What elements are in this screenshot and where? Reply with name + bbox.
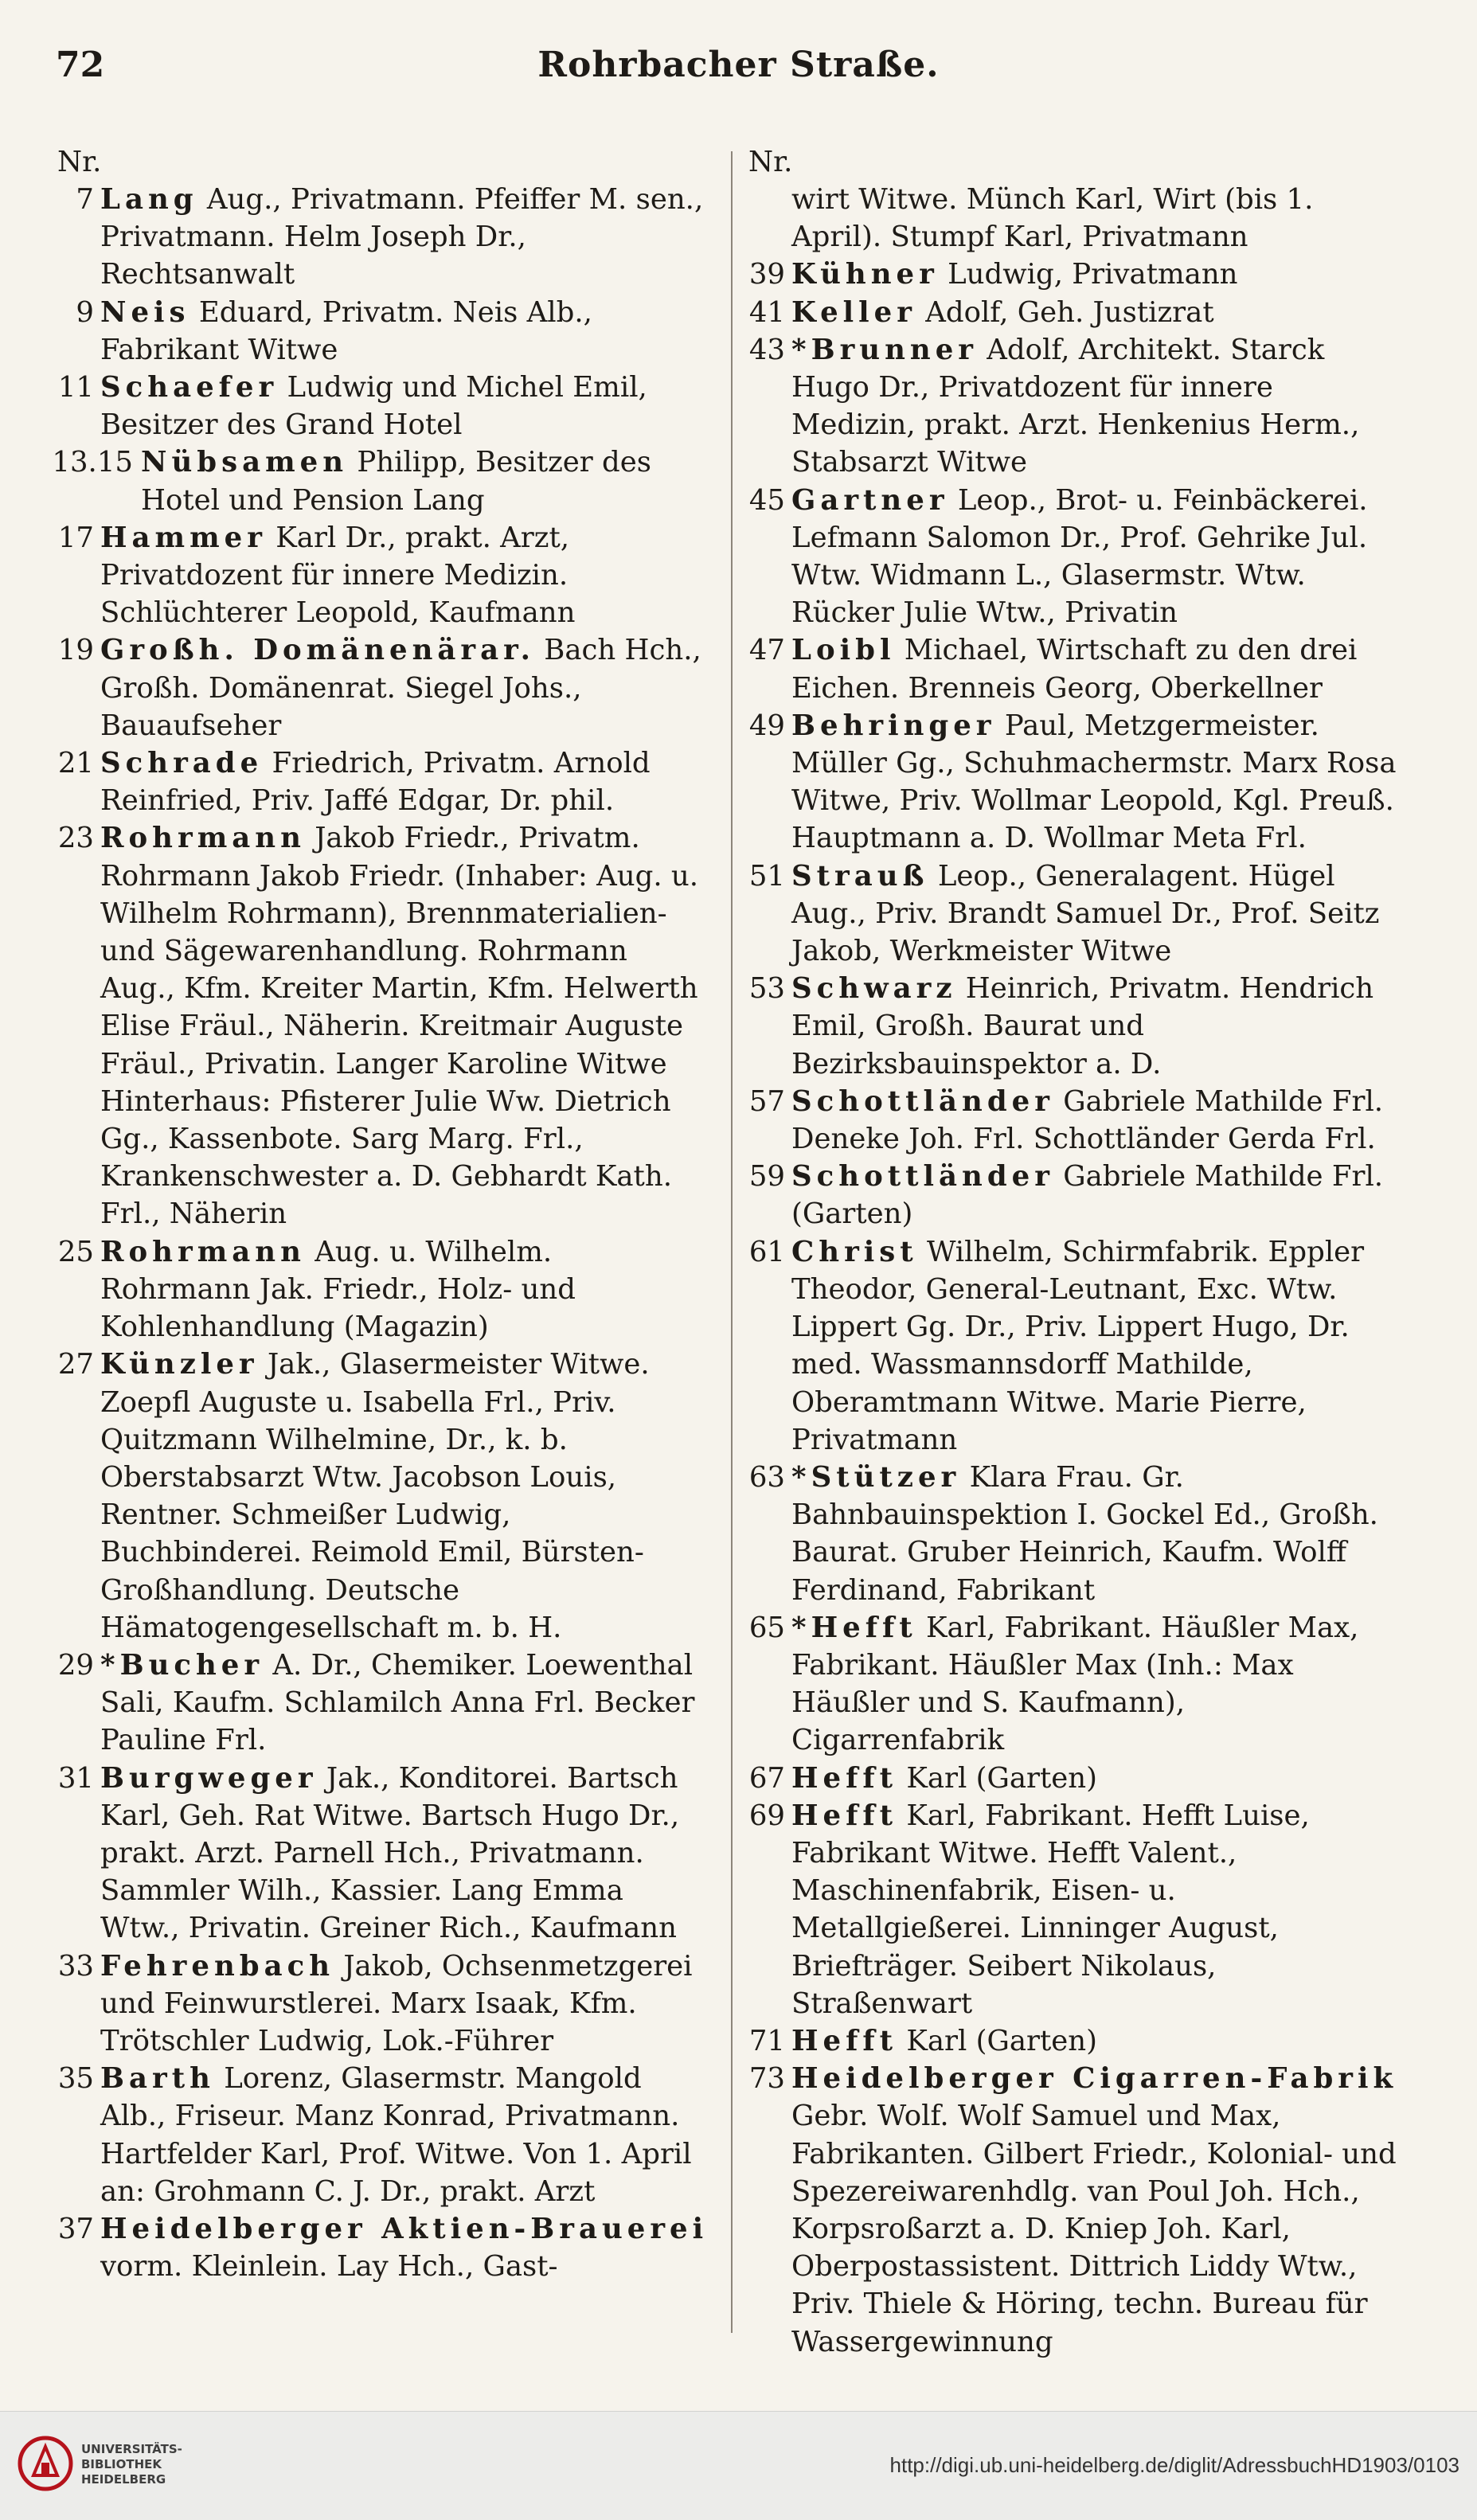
entry-text: Ludwig und Michel Emil, Besitzer des Grand Hotel: [100, 371, 647, 442]
address-entry: [49, 1760, 710, 1948]
owner-name: Kühner: [791, 258, 939, 291]
house-number: 65: [748, 1611, 785, 1644]
entry-text: Leop., Brot- u. Feinbäckerei. Lefmann Salomon Dr., Prof. Gehrike Jul. Wtw. Widmann L., Glasermstr. Wtw. Rücker Julie Wtw., Privatin: [791, 483, 1368, 630]
entry-text: Karl, Fabrikant. Häußler Max, Fabrikant. Häußler Max (Inh.: Max Häußler und S. Kaufmann), Cigarrenfabrik: [791, 1611, 1359, 1757]
entry-text: Gabriele Mathilde Frl. Deneke Joh. Frl. Schottländer Gerda Frl.: [791, 1084, 1384, 1156]
house-number: 27: [57, 1348, 94, 1381]
address-entry: [49, 1948, 710, 2061]
entry-text: Jakob Friedr., Privatm. Rohrmann Jakob Friedr. (Inhaber: Aug. u. Wilhelm Rohrmann), Brennmaterialien- und Sägewarenhandlung. Rohrmann Aug., Kfm. Kreiter Martin, Kfm. Helwerth Elise Fräul., Näherin. Kreitmair Auguste Fräul., Privatin. Langer Karoline Witwe: [100, 822, 699, 1080]
street-title: Rohrbacher Straße.: [537, 45, 940, 85]
source-url-link[interactable]: http://digi.ub.uni-heidelberg.de/diglit/AdressbuchHD1903/0103: [889, 2453, 1459, 2477]
left-column: [49, 143, 710, 2285]
entry-text: Wilhelm, Schirmfabrik. Eppler Theodor, General-Leutnant, Exc. Wtw. Lippert Gg. Dr., Priv. Lippert Hugo, Dr. med. Wassmannsdorff Mathilde, Oberamtmann Witwe. Marie Pierre, Privatmann: [791, 1235, 1365, 1456]
address-entry: [49, 1647, 710, 1760]
owner-name: Lang: [100, 183, 198, 216]
address-entry: [740, 256, 1401, 293]
house-number: 31: [57, 1761, 94, 1795]
house-number: 35: [57, 2062, 94, 2096]
entry-text: Karl (Garten): [906, 1761, 1097, 1795]
owner-name: Rohrmann: [100, 1235, 306, 1268]
column-divider: [731, 151, 733, 2333]
entry-text: Jak., Glasermeister Witwe. Zoepfl Auguste u. Isabella Frl., Priv. Quitzmann Wilhelmine, Dr., k. b. Oberstabsarzt Wtw. Jacobson Louis, Rentner. Schmeißer Ludwig, Buchbinderei. Reimold Emil, Bürsten-Großhandlung. Deutsche Hämatogengesellschaft m. b. H.: [100, 1348, 650, 1644]
address-entry: [49, 2060, 710, 2210]
owner-name: Hefft: [791, 1799, 898, 1832]
continued-entry: wirt Witwe. Münch Karl, Wirt (bis 1. April). Stumpf Karl, Privatmann: [791, 183, 1314, 254]
address-entry: [740, 482, 1401, 632]
address-entry: [740, 1158, 1401, 1233]
address-entry: [740, 2022, 1401, 2060]
entry-text: Adolf, Geh. Justizrat: [925, 295, 1214, 329]
house-number: 43: [748, 333, 785, 366]
owner-name: *Hefft: [791, 1611, 917, 1644]
nr-column-label: Nr.: [748, 146, 793, 178]
entry-text: Leop., Generalagent. Hügel Aug., Priv. Brandt Samuel Dr., Prof. Seitz Jakob, Werkmeister Witwe: [791, 859, 1380, 968]
address-entry: [740, 294, 1401, 331]
library-name: UNIVERSITÄTS- BIBLIOTHEK HEIDELBERG: [81, 2442, 182, 2487]
house-number: 25: [57, 1235, 94, 1268]
entry-text: Philipp, Besitzer des Hotel und Pension Lang: [141, 446, 652, 517]
owner-name: Hammer: [100, 521, 267, 554]
address-entry: [740, 331, 1401, 482]
house-number: 63: [748, 1460, 785, 1494]
house-number: 59: [748, 1160, 785, 1194]
house-number: 11: [57, 371, 94, 404]
owner-name: Schottländer: [791, 1084, 1054, 1118]
entry-text: Adolf, Architekt. Starck Hugo Dr., Privatdozent für innere Medizin, prakt. Arzt. Henkenius Herm., Stabsarzt Witwe: [791, 333, 1360, 479]
house-number: 61: [748, 1235, 785, 1268]
entry-text: Jakob, Ochsenmetzgerei und Feinwurstlerei. Marx Isaak, Kfm. Trötschler Ludwig, Lok.-Führer: [100, 1949, 693, 2057]
owner-name: Gartner: [791, 483, 949, 517]
owner-name: Heidelberger Cigarren-Fabrik: [791, 2062, 1398, 2096]
owner-name: Hefft: [791, 2024, 898, 2057]
house-number: 49: [748, 709, 785, 742]
house-number: 7: [76, 183, 94, 216]
address-entry: [740, 2060, 1401, 2361]
address-entry: [49, 744, 710, 819]
entry-text: Gebr. Wolf. Wolf Samuel und Max, Fabrikanten. Gilbert Friedr., Kolonial- und Spezereiwarenhdlg. van Poul Joh. Hch., Korpsroßarzt a. D. Kniep Joh. Karl, Oberpostassistent. Dittrich Liddy Wtw., Priv. Thiele & Höring, techn. Bureau für Wassergewinnung: [791, 2100, 1397, 2358]
owner-name: Burgweger: [100, 1761, 318, 1795]
address-entry: [740, 707, 1401, 858]
entry-text: Michael, Wirtschaft zu den drei Eichen. Brenneis Georg, Oberkellner: [791, 634, 1358, 705]
address-entry: [49, 181, 710, 294]
house-number: 29: [57, 1648, 94, 1682]
entry-text: Bach Hch., Großh. Domänenrat. Siegel Johs., Bauaufseher: [100, 634, 701, 742]
address-entry: [740, 1459, 1401, 1609]
house-number: 71: [748, 2024, 785, 2057]
address-entry: [49, 369, 710, 443]
house-number: 53: [748, 972, 785, 1006]
entry-text: Hinterhaus: Pfisterer Julie Ww. Dietrich Gg., Kassenbote. Sarg Marg. Frl., Krankenschwester a. D. Gebhardt Kath. Frl., Näherin: [100, 1084, 672, 1231]
house-number: 9: [76, 295, 94, 329]
house-number: 57: [748, 1084, 785, 1118]
owner-name: Rohrmann: [100, 822, 306, 855]
entry-text: Heinrich, Privatm. Hendrich Emil, Großh. Baurat und Bezirksbauinspektor a. D.: [791, 972, 1374, 1080]
address-entry: [49, 631, 710, 744]
owner-name: *Brunner: [791, 333, 978, 366]
address-entry: [740, 858, 1401, 971]
address-entry: [740, 1233, 1401, 1459]
entry-text: Karl, Fabrikant. Hefft Luise, Fabrikant Witwe. Hefft Valent., Maschinenfabrik, Eisen- u. Metallgießerei. Linninger August, Briefträger. Seibert Nikolaus, Straßenwart: [791, 1799, 1310, 2020]
house-number: 67: [748, 1761, 785, 1795]
right-column: [740, 143, 1401, 2361]
owner-name: *Bucher: [100, 1648, 264, 1682]
entry-text: Jak., Konditorei. Bartsch Karl, Geh. Rat Witwe. Bartsch Hugo Dr., prakt. Arzt. Parnell Hch., Privatmann. Sammler Wilh., Kassier. Lang Emma Wtw., Privatin. Greiner Rich., Kaufmann: [100, 1761, 680, 1945]
entry-text: Aug. u. Wilhelm. Rohrmann Jak. Friedr., Holz- und Kohlenhandlung (Magazin): [100, 1235, 576, 1344]
house-number: 51: [748, 859, 785, 893]
address-entry: [49, 2210, 710, 2285]
entry-text: Klara Frau. Gr. Bahnbauinspektion I. Gockel Ed., Großh. Baurat. Gruber Heinrich, Kaufm. Wolff Ferdinand, Fabrikant: [791, 1460, 1378, 1607]
owner-name: Großh. Domänenärar.: [100, 634, 535, 667]
house-number: 39: [748, 258, 785, 291]
house-number: 37: [57, 2212, 94, 2245]
address-entry: [740, 1609, 1401, 1760]
entry-text: Karl Dr., prakt. Arzt, Privatdozent für innere Medizin. Schlüchterer Leopold, Kaufmann: [100, 521, 576, 630]
owner-name: Loibl: [791, 634, 896, 667]
entry-text: Paul, Metzgermeister. Müller Gg., Schuhmachermstr. Marx Rosa Witwe, Priv. Wollmar Leopold, Kgl. Preuß. Hauptmann a. D. Wollmar Meta Frl.: [791, 709, 1397, 855]
house-number: 17: [57, 521, 94, 554]
address-entry: [740, 631, 1401, 706]
house-number: 73: [748, 2062, 785, 2096]
heidelberg-university-library-logo-icon: [18, 2436, 73, 2491]
entry-text: Friedrich, Privatm. Arnold Reinfried, Priv. Jaffé Edgar, Dr. phil.: [100, 747, 651, 818]
owner-name: Strauß: [791, 859, 929, 893]
address-entry: [49, 519, 710, 632]
owner-name: Schaefer: [100, 371, 279, 404]
owner-name: Schottländer: [791, 1160, 1054, 1194]
house-number: 21: [57, 747, 94, 780]
page-number: 72: [56, 45, 105, 85]
house-number: 45: [748, 483, 785, 517]
owner-name: Schwarz: [791, 972, 957, 1006]
owner-name: Neis: [100, 295, 190, 329]
rear-building-entry: [49, 1083, 710, 1233]
owner-name: Hefft: [791, 1761, 898, 1795]
owner-name: Keller: [791, 295, 916, 329]
entry-text: Ludwig, Privatmann: [948, 258, 1238, 291]
entry-text: Aug., Privatmann. Pfeiffer M. sen., Privatmann. Helm Joseph Dr., Rechtsanwalt: [100, 183, 704, 291]
address-entry: [49, 294, 710, 369]
entry-text: Eduard, Privatm. Neis Alb., Fabrikant Witwe: [100, 295, 592, 366]
owner-name: Künzler: [100, 1348, 259, 1381]
house-number: 47: [748, 634, 785, 667]
address-entry: [49, 443, 710, 518]
house-number: 23: [57, 822, 94, 855]
address-entry: [740, 1083, 1401, 1158]
owner-name: Schrade: [100, 747, 264, 780]
owner-name: Fehrenbach: [100, 1949, 335, 1983]
owner-name: Nübsamen: [141, 446, 349, 479]
nr-column-label: Nr.: [57, 146, 102, 178]
address-entry: [49, 819, 710, 1082]
entry-text: Gabriele Mathilde Frl. (Garten): [791, 1160, 1384, 1231]
owner-name: *Stützer: [791, 1460, 961, 1494]
address-entry: [49, 1233, 710, 1346]
owner-name: Barth: [100, 2062, 215, 2096]
left-entries: [49, 181, 710, 2285]
address-entry: [740, 1797, 1401, 2022]
address-entry: [740, 970, 1401, 1083]
owner-name: Heidelberger Aktien-Brauerei: [100, 2212, 709, 2245]
house-number: 33: [57, 1949, 94, 1983]
page-header: [48, 37, 1429, 108]
house-number: 19: [57, 634, 94, 667]
entry-text: Karl (Garten): [906, 2024, 1097, 2057]
owner-name: Behringer: [791, 709, 996, 742]
owner-name: Christ: [791, 1235, 918, 1268]
house-number: 69: [748, 1799, 785, 1832]
digitization-footer: [0, 2411, 1477, 2520]
right-entries: [740, 256, 1401, 2360]
house-number: 41: [748, 295, 785, 329]
address-entry: [49, 1346, 710, 1647]
entry-text: A. Dr., Chemiker. Loewenthal Sali, Kaufm. Schlamilch Anna Frl. Becker Pauline Frl.: [100, 1648, 695, 1757]
entry-text: vorm. Kleinlein. Lay Hch., Gast-: [100, 2250, 558, 2284]
address-entry: [740, 1760, 1401, 1797]
house-number: 13.15: [52, 446, 133, 479]
entry-text: Lorenz, Glasermstr. Mangold Alb., Friseur. Manz Konrad, Privatmann. Hartfelder Karl, Prof. Witwe. Von 1. April an: Grohmann C. J. Dr., prakt. Arzt: [100, 2062, 692, 2208]
